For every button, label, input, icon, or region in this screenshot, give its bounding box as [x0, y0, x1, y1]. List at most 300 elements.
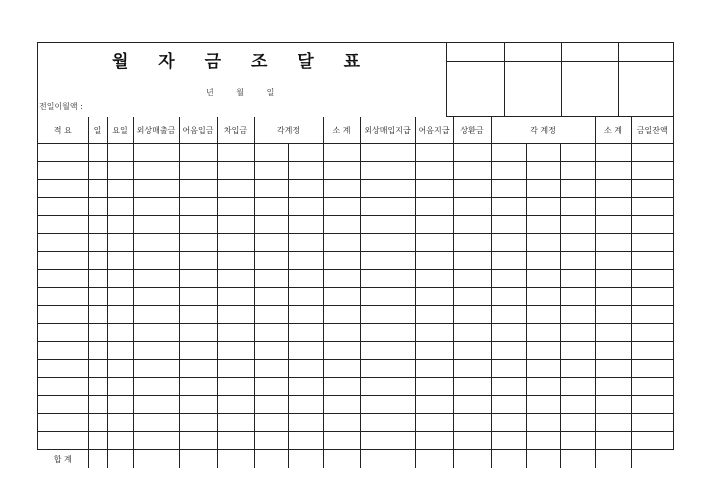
- table-cell[interactable]: [415, 432, 453, 450]
- table-cell[interactable]: [415, 324, 453, 342]
- table-cell[interactable]: [631, 216, 673, 234]
- table-cell[interactable]: [288, 216, 323, 234]
- table-cell[interactable]: [179, 144, 217, 162]
- table-cell[interactable]: [254, 270, 288, 288]
- table-cell[interactable]: [595, 414, 631, 432]
- table-cell[interactable]: [217, 450, 254, 469]
- table-cell[interactable]: [526, 234, 560, 252]
- table-cell[interactable]: [360, 234, 415, 252]
- table-cell[interactable]: [360, 378, 415, 396]
- table-cell[interactable]: [415, 306, 453, 324]
- table-cell[interactable]: [631, 324, 673, 342]
- table-cell[interactable]: [631, 198, 673, 216]
- table-cell[interactable]: [560, 144, 595, 162]
- table-cell[interactable]: [107, 432, 133, 450]
- table-cell[interactable]: [415, 198, 453, 216]
- table-cell[interactable]: [560, 234, 595, 252]
- table-cell[interactable]: [631, 306, 673, 324]
- table-cell[interactable]: [254, 198, 288, 216]
- table-cell[interactable]: [415, 342, 453, 360]
- table-cell[interactable]: [560, 342, 595, 360]
- table-cell[interactable]: [323, 378, 360, 396]
- table-cell[interactable]: [217, 396, 254, 414]
- table-cell[interactable]: [288, 396, 323, 414]
- table-cell[interactable]: [107, 342, 133, 360]
- table-cell[interactable]: [491, 306, 526, 324]
- table-cell[interactable]: [323, 324, 360, 342]
- table-cell[interactable]: [107, 270, 133, 288]
- table-cell[interactable]: [595, 360, 631, 378]
- table-cell[interactable]: [453, 198, 491, 216]
- table-cell[interactable]: [217, 360, 254, 378]
- table-cell[interactable]: [415, 414, 453, 432]
- table-cell[interactable]: [526, 162, 560, 180]
- table-cell[interactable]: [491, 288, 526, 306]
- table-cell[interactable]: [360, 432, 415, 450]
- table-cell[interactable]: [631, 270, 673, 288]
- table-cell[interactable]: [179, 270, 217, 288]
- table-cell[interactable]: [179, 396, 217, 414]
- table-cell[interactable]: [254, 252, 288, 270]
- table-cell[interactable]: [560, 180, 595, 198]
- table-cell[interactable]: [288, 288, 323, 306]
- table-cell[interactable]: [360, 198, 415, 216]
- table-cell[interactable]: [107, 144, 133, 162]
- table-cell[interactable]: [88, 288, 107, 306]
- table-cell[interactable]: [254, 162, 288, 180]
- table-cell[interactable]: [595, 450, 631, 469]
- table-cell[interactable]: [88, 378, 107, 396]
- table-cell[interactable]: [179, 324, 217, 342]
- table-cell[interactable]: [38, 180, 88, 198]
- table-cell[interactable]: [453, 432, 491, 450]
- table-cell[interactable]: [323, 216, 360, 234]
- table-cell[interactable]: [217, 252, 254, 270]
- table-cell[interactable]: [491, 414, 526, 432]
- table-cell[interactable]: [491, 378, 526, 396]
- table-cell[interactable]: [254, 306, 288, 324]
- table-cell[interactable]: [560, 432, 595, 450]
- table-cell[interactable]: [38, 342, 88, 360]
- table-cell[interactable]: [88, 234, 107, 252]
- table-cell[interactable]: [323, 288, 360, 306]
- table-cell[interactable]: [560, 288, 595, 306]
- table-cell[interactable]: [288, 234, 323, 252]
- table-cell[interactable]: [254, 234, 288, 252]
- table-cell[interactable]: [38, 288, 88, 306]
- table-cell[interactable]: [88, 342, 107, 360]
- table-cell[interactable]: [107, 180, 133, 198]
- table-cell[interactable]: [560, 378, 595, 396]
- table-cell[interactable]: [415, 378, 453, 396]
- table-cell[interactable]: [491, 342, 526, 360]
- table-cell[interactable]: [360, 342, 415, 360]
- table-cell[interactable]: [107, 252, 133, 270]
- table-cell[interactable]: [179, 432, 217, 450]
- table-cell[interactable]: [323, 234, 360, 252]
- table-cell[interactable]: [360, 144, 415, 162]
- table-cell[interactable]: [107, 234, 133, 252]
- table-cell[interactable]: [526, 342, 560, 360]
- table-cell[interactable]: [38, 162, 88, 180]
- table-cell[interactable]: [491, 450, 526, 469]
- table-cell[interactable]: [453, 450, 491, 469]
- table-cell[interactable]: [415, 144, 453, 162]
- table-cell[interactable]: [526, 288, 560, 306]
- table-cell[interactable]: [107, 450, 133, 469]
- table-cell[interactable]: [217, 162, 254, 180]
- table-cell[interactable]: [491, 198, 526, 216]
- table-cell[interactable]: [288, 432, 323, 450]
- table-cell[interactable]: [254, 432, 288, 450]
- table-cell[interactable]: [179, 234, 217, 252]
- table-cell[interactable]: [595, 306, 631, 324]
- table-cell[interactable]: [360, 180, 415, 198]
- table-cell[interactable]: [526, 378, 560, 396]
- table-cell[interactable]: [133, 432, 179, 450]
- table-cell[interactable]: [133, 234, 179, 252]
- table-cell[interactable]: [288, 180, 323, 198]
- table-cell[interactable]: [254, 342, 288, 360]
- table-cell[interactable]: [88, 324, 107, 342]
- table-cell[interactable]: [415, 450, 453, 469]
- table-cell[interactable]: [526, 432, 560, 450]
- table-cell[interactable]: [595, 432, 631, 450]
- table-cell[interactable]: [560, 270, 595, 288]
- table-cell[interactable]: [254, 378, 288, 396]
- table-cell[interactable]: [560, 216, 595, 234]
- table-cell[interactable]: [133, 324, 179, 342]
- table-cell[interactable]: [179, 414, 217, 432]
- table-cell[interactable]: [595, 288, 631, 306]
- table-cell[interactable]: [595, 198, 631, 216]
- table-cell[interactable]: [217, 342, 254, 360]
- table-cell[interactable]: [631, 234, 673, 252]
- table-cell[interactable]: [560, 360, 595, 378]
- table-cell[interactable]: [107, 396, 133, 414]
- table-cell[interactable]: [288, 378, 323, 396]
- table-cell[interactable]: [491, 144, 526, 162]
- table-cell[interactable]: [323, 360, 360, 378]
- table-cell[interactable]: [88, 162, 107, 180]
- table-cell[interactable]: [107, 414, 133, 432]
- table-cell[interactable]: [38, 306, 88, 324]
- table-cell[interactable]: [526, 198, 560, 216]
- table-cell[interactable]: [360, 396, 415, 414]
- table-cell[interactable]: [88, 306, 107, 324]
- table-cell[interactable]: [491, 252, 526, 270]
- table-cell[interactable]: [88, 252, 107, 270]
- table-cell[interactable]: [631, 396, 673, 414]
- table-cell[interactable]: [560, 162, 595, 180]
- table-cell[interactable]: [560, 324, 595, 342]
- table-cell[interactable]: [217, 216, 254, 234]
- table-cell[interactable]: [179, 198, 217, 216]
- table-cell[interactable]: [360, 216, 415, 234]
- table-cell[interactable]: [88, 270, 107, 288]
- table-cell[interactable]: [217, 324, 254, 342]
- table-cell[interactable]: [595, 396, 631, 414]
- table-cell[interactable]: [254, 450, 288, 469]
- table-cell[interactable]: [560, 396, 595, 414]
- table-cell[interactable]: [88, 144, 107, 162]
- table-cell[interactable]: [254, 360, 288, 378]
- table-cell[interactable]: [179, 288, 217, 306]
- table-cell[interactable]: [491, 396, 526, 414]
- table-cell[interactable]: [323, 198, 360, 216]
- table-cell[interactable]: [288, 450, 323, 469]
- table-cell[interactable]: [217, 288, 254, 306]
- table-cell[interactable]: [38, 198, 88, 216]
- table-cell[interactable]: [595, 216, 631, 234]
- table-cell[interactable]: [88, 360, 107, 378]
- table-cell[interactable]: [38, 378, 88, 396]
- table-cell[interactable]: [631, 360, 673, 378]
- table-cell[interactable]: [323, 144, 360, 162]
- table-cell[interactable]: [133, 450, 179, 469]
- table-cell[interactable]: [179, 216, 217, 234]
- table-cell[interactable]: [217, 180, 254, 198]
- table-cell[interactable]: [560, 306, 595, 324]
- table-cell[interactable]: [595, 162, 631, 180]
- table-cell[interactable]: [526, 450, 560, 469]
- table-cell[interactable]: [631, 414, 673, 432]
- table-cell[interactable]: [217, 198, 254, 216]
- table-cell[interactable]: [491, 234, 526, 252]
- table-cell[interactable]: [107, 324, 133, 342]
- table-cell[interactable]: [179, 252, 217, 270]
- table-cell[interactable]: [595, 252, 631, 270]
- table-cell[interactable]: [133, 162, 179, 180]
- table-cell[interactable]: [415, 360, 453, 378]
- table-cell[interactable]: [453, 396, 491, 414]
- table-cell[interactable]: [453, 360, 491, 378]
- table-cell[interactable]: [453, 144, 491, 162]
- table-cell[interactable]: [288, 324, 323, 342]
- table-cell[interactable]: [88, 432, 107, 450]
- table-cell[interactable]: [595, 144, 631, 162]
- table-cell[interactable]: [491, 324, 526, 342]
- table-cell[interactable]: [453, 342, 491, 360]
- table-cell[interactable]: [88, 216, 107, 234]
- table-cell[interactable]: [38, 252, 88, 270]
- table-cell[interactable]: [133, 414, 179, 432]
- table-cell[interactable]: [133, 198, 179, 216]
- table-cell[interactable]: [415, 288, 453, 306]
- table-cell[interactable]: [526, 306, 560, 324]
- table-cell[interactable]: [415, 162, 453, 180]
- table-cell[interactable]: [323, 450, 360, 469]
- table-cell[interactable]: [107, 216, 133, 234]
- table-cell[interactable]: [38, 396, 88, 414]
- table-cell[interactable]: [360, 252, 415, 270]
- table-cell[interactable]: [631, 450, 673, 469]
- table-cell[interactable]: [415, 216, 453, 234]
- table-cell[interactable]: [217, 378, 254, 396]
- table-cell[interactable]: [491, 180, 526, 198]
- table-cell[interactable]: [288, 360, 323, 378]
- table-cell[interactable]: [179, 342, 217, 360]
- table-cell[interactable]: [217, 234, 254, 252]
- table-cell[interactable]: [526, 144, 560, 162]
- table-cell[interactable]: [133, 180, 179, 198]
- table-cell[interactable]: [453, 270, 491, 288]
- table-cell[interactable]: [560, 252, 595, 270]
- table-cell[interactable]: [133, 342, 179, 360]
- table-cell[interactable]: [254, 180, 288, 198]
- table-cell[interactable]: [288, 252, 323, 270]
- table-cell[interactable]: [254, 288, 288, 306]
- table-cell[interactable]: [415, 270, 453, 288]
- table-cell[interactable]: [323, 342, 360, 360]
- table-cell[interactable]: [453, 252, 491, 270]
- table-cell[interactable]: [323, 414, 360, 432]
- table-cell[interactable]: [179, 378, 217, 396]
- table-cell[interactable]: [288, 342, 323, 360]
- table-cell[interactable]: [453, 234, 491, 252]
- table-cell[interactable]: [631, 252, 673, 270]
- table-cell[interactable]: [453, 378, 491, 396]
- table-cell[interactable]: [107, 378, 133, 396]
- table-cell[interactable]: [491, 432, 526, 450]
- table-cell[interactable]: [415, 180, 453, 198]
- table-cell[interactable]: [526, 216, 560, 234]
- table-cell[interactable]: [631, 162, 673, 180]
- table-cell[interactable]: [38, 234, 88, 252]
- table-cell[interactable]: [360, 270, 415, 288]
- table-cell[interactable]: [560, 450, 595, 469]
- table-cell[interactable]: [631, 378, 673, 396]
- table-cell[interactable]: [107, 162, 133, 180]
- table-cell[interactable]: [323, 162, 360, 180]
- table-cell[interactable]: [288, 198, 323, 216]
- table-cell[interactable]: [360, 450, 415, 469]
- table-cell[interactable]: [133, 144, 179, 162]
- table-cell[interactable]: [217, 432, 254, 450]
- table-cell[interactable]: [360, 162, 415, 180]
- table-cell[interactable]: [179, 450, 217, 469]
- table-cell[interactable]: [133, 360, 179, 378]
- table-cell[interactable]: [88, 450, 107, 469]
- table-cell[interactable]: [526, 270, 560, 288]
- table-cell[interactable]: [631, 288, 673, 306]
- table-cell[interactable]: [560, 198, 595, 216]
- table-cell[interactable]: [38, 270, 88, 288]
- table-cell[interactable]: [360, 288, 415, 306]
- table-cell[interactable]: [288, 144, 323, 162]
- table-cell[interactable]: [526, 396, 560, 414]
- table-cell[interactable]: [38, 144, 88, 162]
- table-cell[interactable]: [38, 216, 88, 234]
- table-cell[interactable]: [179, 180, 217, 198]
- table-cell[interactable]: [88, 396, 107, 414]
- table-cell[interactable]: [288, 270, 323, 288]
- table-cell[interactable]: [133, 396, 179, 414]
- table-cell[interactable]: [526, 324, 560, 342]
- table-cell[interactable]: [133, 306, 179, 324]
- table-cell[interactable]: [453, 414, 491, 432]
- table-cell[interactable]: [491, 162, 526, 180]
- table-cell[interactable]: [453, 180, 491, 198]
- table-cell[interactable]: [133, 288, 179, 306]
- table-cell[interactable]: [133, 378, 179, 396]
- table-cell[interactable]: [254, 414, 288, 432]
- table-cell[interactable]: [415, 234, 453, 252]
- table-cell[interactable]: [526, 360, 560, 378]
- table-cell[interactable]: [360, 306, 415, 324]
- table-cell[interactable]: [595, 180, 631, 198]
- table-cell[interactable]: [217, 306, 254, 324]
- table-cell[interactable]: [38, 360, 88, 378]
- table-cell[interactable]: [88, 198, 107, 216]
- table-cell[interactable]: [323, 270, 360, 288]
- table-cell[interactable]: [107, 306, 133, 324]
- table-cell[interactable]: [217, 270, 254, 288]
- table-cell[interactable]: [360, 360, 415, 378]
- table-cell[interactable]: [38, 414, 88, 432]
- table-cell[interactable]: [323, 432, 360, 450]
- table-cell[interactable]: [526, 180, 560, 198]
- table-cell[interactable]: [453, 162, 491, 180]
- table-cell[interactable]: [254, 144, 288, 162]
- table-cell[interactable]: [491, 360, 526, 378]
- table-cell[interactable]: [323, 306, 360, 324]
- table-cell[interactable]: [453, 288, 491, 306]
- table-cell[interactable]: [254, 324, 288, 342]
- table-cell[interactable]: [323, 252, 360, 270]
- table-cell[interactable]: [179, 162, 217, 180]
- table-cell[interactable]: [631, 144, 673, 162]
- table-cell[interactable]: [133, 216, 179, 234]
- table-cell[interactable]: [38, 432, 88, 450]
- table-cell[interactable]: [453, 306, 491, 324]
- table-cell[interactable]: [288, 414, 323, 432]
- table-cell[interactable]: [107, 198, 133, 216]
- table-cell[interactable]: [360, 414, 415, 432]
- table-cell[interactable]: [88, 414, 107, 432]
- table-cell[interactable]: [179, 306, 217, 324]
- table-cell[interactable]: [323, 396, 360, 414]
- table-cell[interactable]: [526, 414, 560, 432]
- table-cell[interactable]: [631, 432, 673, 450]
- table-cell[interactable]: [360, 324, 415, 342]
- table-cell[interactable]: [526, 252, 560, 270]
- table-cell[interactable]: [179, 360, 217, 378]
- table-cell[interactable]: [595, 342, 631, 360]
- table-cell[interactable]: [107, 360, 133, 378]
- table-cell[interactable]: [415, 252, 453, 270]
- table-cell[interactable]: [288, 306, 323, 324]
- table-cell[interactable]: [631, 180, 673, 198]
- table-cell[interactable]: [595, 324, 631, 342]
- table-cell[interactable]: [288, 162, 323, 180]
- table-cell[interactable]: [491, 216, 526, 234]
- table-cell[interactable]: [88, 180, 107, 198]
- table-cell[interactable]: [107, 288, 133, 306]
- table-cell[interactable]: [133, 270, 179, 288]
- table-cell[interactable]: [595, 270, 631, 288]
- table-cell[interactable]: [217, 144, 254, 162]
- table-cell[interactable]: [38, 324, 88, 342]
- table-cell[interactable]: [254, 216, 288, 234]
- table-cell[interactable]: [491, 270, 526, 288]
- table-cell[interactable]: [217, 414, 254, 432]
- table-cell[interactable]: [595, 378, 631, 396]
- table-cell[interactable]: [631, 342, 673, 360]
- table-cell[interactable]: [560, 414, 595, 432]
- table-cell[interactable]: [595, 234, 631, 252]
- table-cell[interactable]: [323, 180, 360, 198]
